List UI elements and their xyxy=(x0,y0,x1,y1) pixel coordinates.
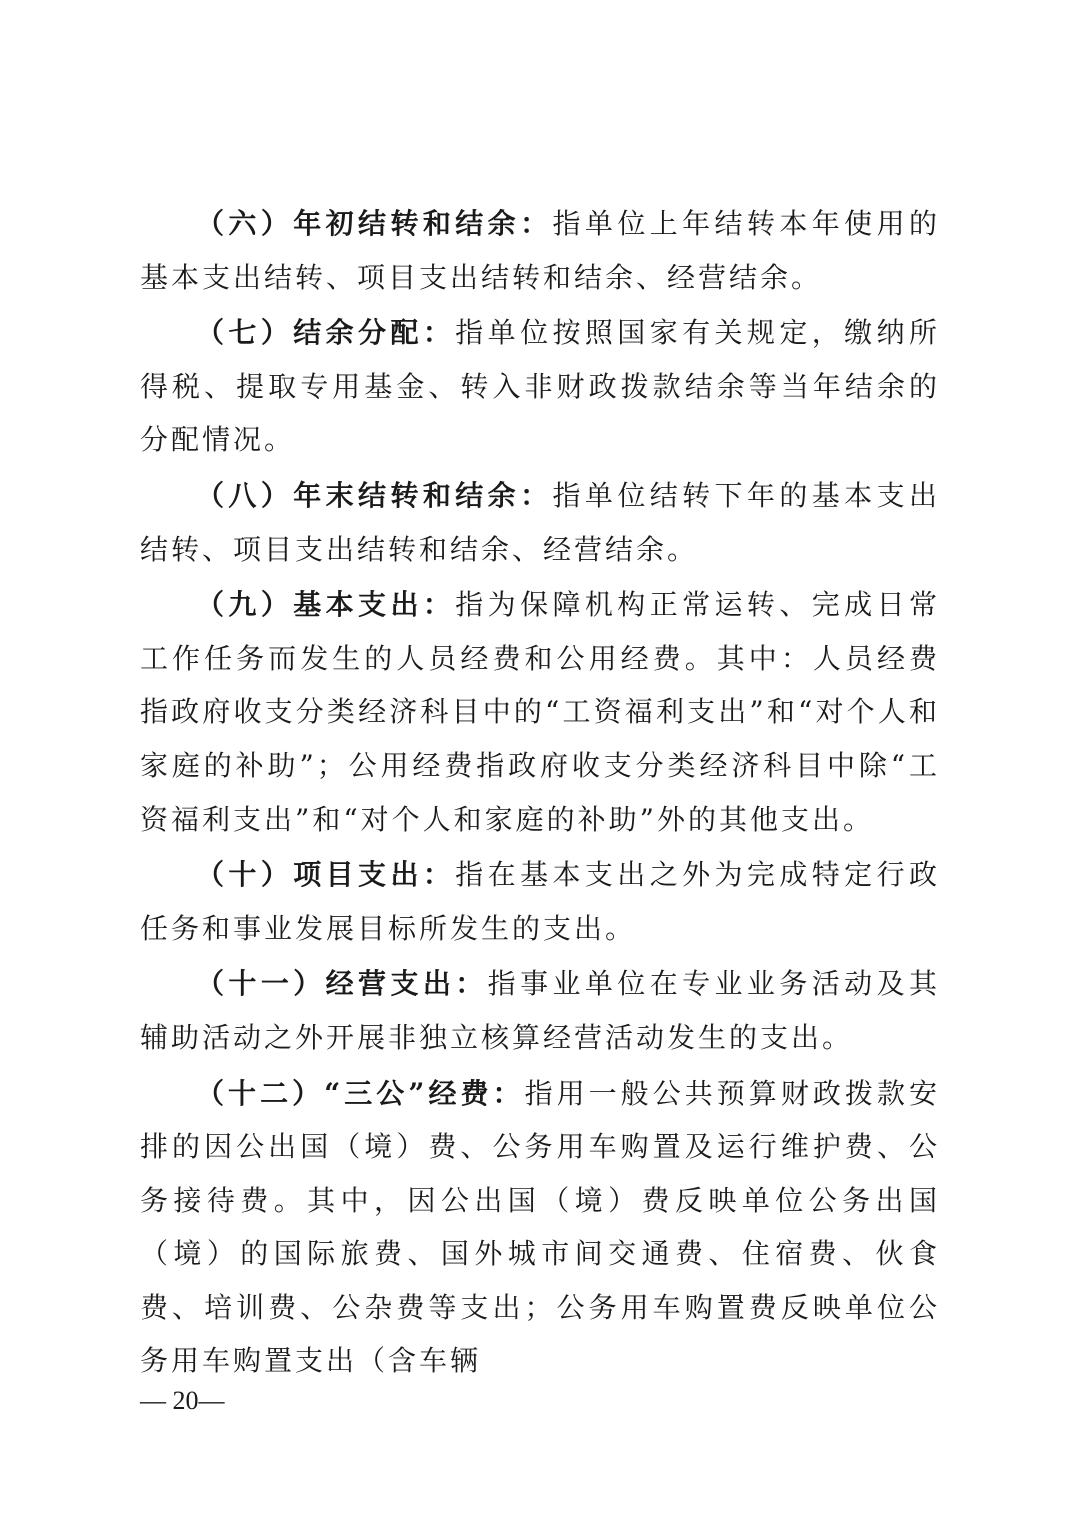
paragraph-9 xyxy=(140,578,940,846)
paragraph-11-text: 指事业单位在专业业务活动及其辅助活动之外开展非独立核算经营活动发生的支出。 xyxy=(140,967,940,1054)
paragraph-12 xyxy=(140,1067,940,1389)
paragraph-10-term: （十）项目支出： xyxy=(196,858,456,892)
paragraph-11 xyxy=(140,957,940,1064)
paragraph-7-term: （七）结余分配： xyxy=(196,316,456,350)
paragraph-8-term: （八）年末结转和结余： xyxy=(196,478,553,512)
paragraph-10 xyxy=(140,848,940,955)
paragraph-9-term: （九）基本支出： xyxy=(196,588,456,622)
paragraph-6-term: （六）年初结转和结余： xyxy=(196,207,553,240)
paragraph-7 xyxy=(140,306,940,467)
page-number: — 20— xyxy=(140,1386,225,1415)
paragraph-12-term: （十二）“三公”经费： xyxy=(196,1076,525,1110)
paragraph-12-text: 指用一般公共预算财政拨款安排的因公出国（境）费、公务用车购置及运行维护费、公务接待费。其中，因公出国（境）费反映单位公务出国（境）的国际旅费、国外城市间交通费、住宿费、伙食费、培训费、公杂费等支出；公务用车购置费反映单位公务用车购置支出（含车辆 xyxy=(140,1076,940,1378)
paragraph-8 xyxy=(140,469,940,576)
paragraph-6-text: 指单位上年结转本年使用的基本支出结转、项目支出结转和结余、经营结余。 xyxy=(140,207,940,294)
document-body xyxy=(140,197,940,1390)
paragraph-10-text: 指在基本支出之外为完成特定行政任务和事业发展目标所发生的支出。 xyxy=(140,858,940,945)
paragraph-9-text: 指为保障机构正常运转、完成日常工作任务而发生的人员经费和公用经费。其中：人员经费指政府收支分类经济科目中的“工资福利支出”和“对个人和家庭的补助”；公用经费指政府收支分类经济科目中除“工资福利支出”和“对个人和家庭的补助”外的其他支出。 xyxy=(140,588,940,836)
paragraph-8-text: 指单位结转下年的基本支出结转、项目支出结转和结余、经营结余。 xyxy=(140,478,940,566)
paragraph-11-term: （十一）经营支出： xyxy=(196,967,488,1001)
paragraph-7-text: 指单位按照国家有关规定，缴纳所得税、提取专用基金、转入非财政拨款结余等当年结余的分配情况。 xyxy=(140,316,940,457)
paragraph-6 xyxy=(140,197,940,304)
